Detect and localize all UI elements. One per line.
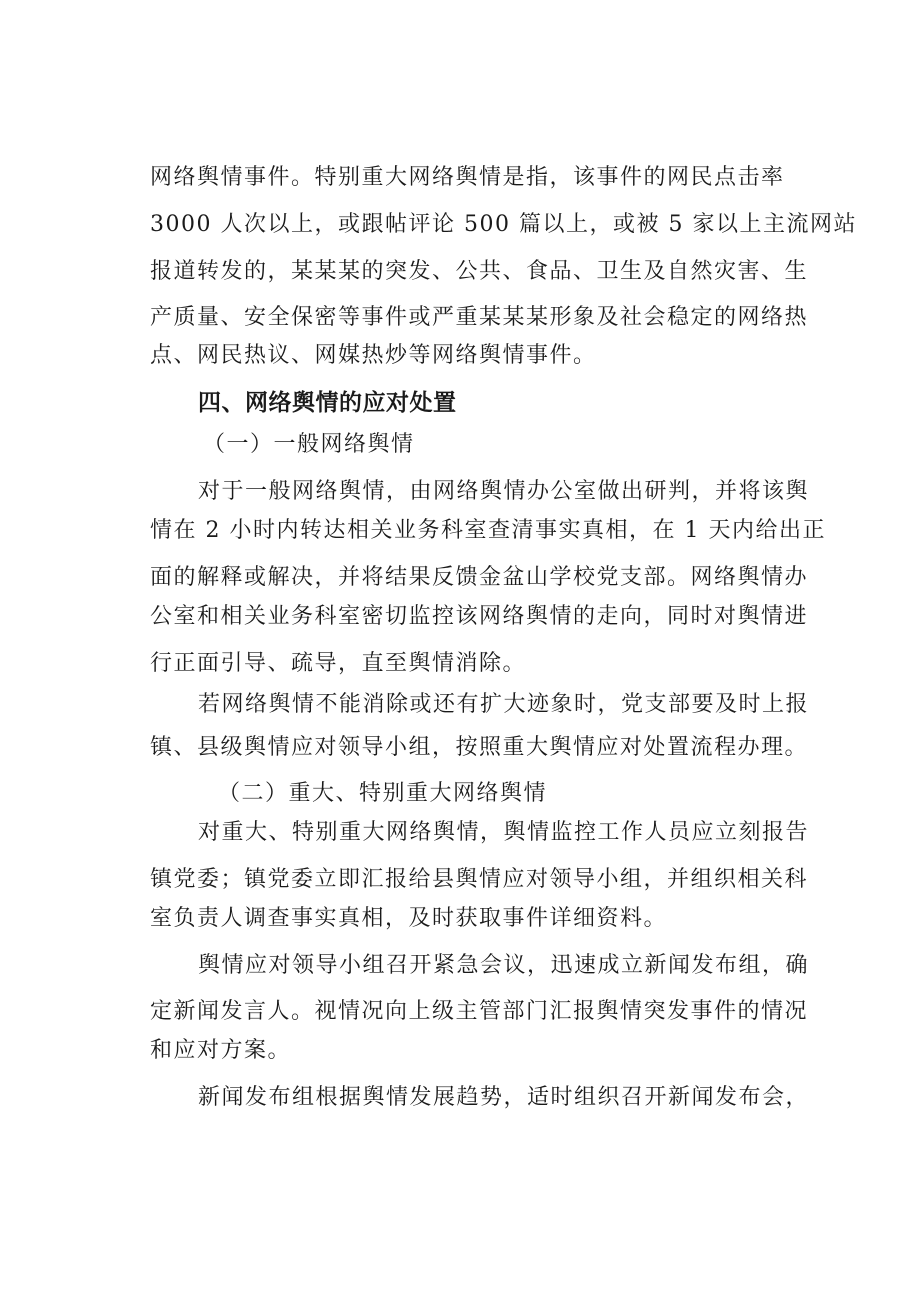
body-text-line: 镇、县级舆情应对领导小组，按照重大舆情应对处置流程办理。: [150, 735, 809, 760]
body-text-line: 室负责人调查事实真相，及时获取事件详细资料。: [150, 906, 668, 931]
body-text-line: 3000 人次以上，或跟帖评论 500 篇以上，或被 5 家以上主流网站: [150, 212, 857, 237]
body-text-line: 和应对方案。: [150, 1038, 292, 1063]
subsection-heading: （一）一般网络舆情: [203, 432, 415, 457]
body-text-line: 面的解释或解决，并将结果反馈金盆山学校党支部。网络舆情办: [150, 565, 809, 590]
body-text-line: 报道转发的，某某某的突发、公共、食品、卫生及自然灾害、生: [150, 259, 809, 284]
body-text-line: 对重大、特别重大网络舆情，舆情监控工作人员应立刻报告: [198, 820, 810, 845]
body-text-line: 产质量、安全保密等事件或严重某某某形象及社会稳定的网络热: [150, 305, 809, 330]
body-text-line: 公室和相关业务科室密切监控该网络舆情的走向，同时对舆情进: [150, 604, 809, 629]
body-text-line: 点、网民热议、网媒热炒等网络舆情事件。: [150, 343, 597, 368]
subsection-heading: （二）重大、特别重大网络舆情: [218, 781, 548, 806]
section-heading: 四、网络舆情的应对处置: [198, 390, 457, 416]
body-text-line: 若网络舆情不能消除或还有扩大迹象时，党支部要及时上报: [198, 692, 810, 717]
body-text-line: 镇党委；镇党委立即汇报给县舆情应对领导小组，并组织相关科: [150, 867, 809, 892]
body-text-line: 行正面引导、疏导，直至舆情消除。: [150, 651, 527, 676]
body-text-line: 对于一般网络舆情，由网络舆情办公室做出研判，并将该舆: [198, 479, 810, 504]
body-text-line: 新闻发布组根据舆情发展趋势，适时组织召开新闻发布会，: [198, 1085, 810, 1110]
body-text-line: 情在 2 小时内转达相关业务科室查清事实真相，在 1 天内给出正: [150, 518, 826, 543]
body-text-line: 定新闻发言人。视情况向上级主管部门汇报舆情突发事件的情况: [150, 999, 809, 1024]
body-text-line: 网络舆情事件。特别重大网络舆情是指，该事件的网民点击率: [150, 165, 785, 190]
body-text-line: 舆情应对领导小组召开紧急会议，迅速成立新闻发布组，确: [198, 953, 810, 978]
